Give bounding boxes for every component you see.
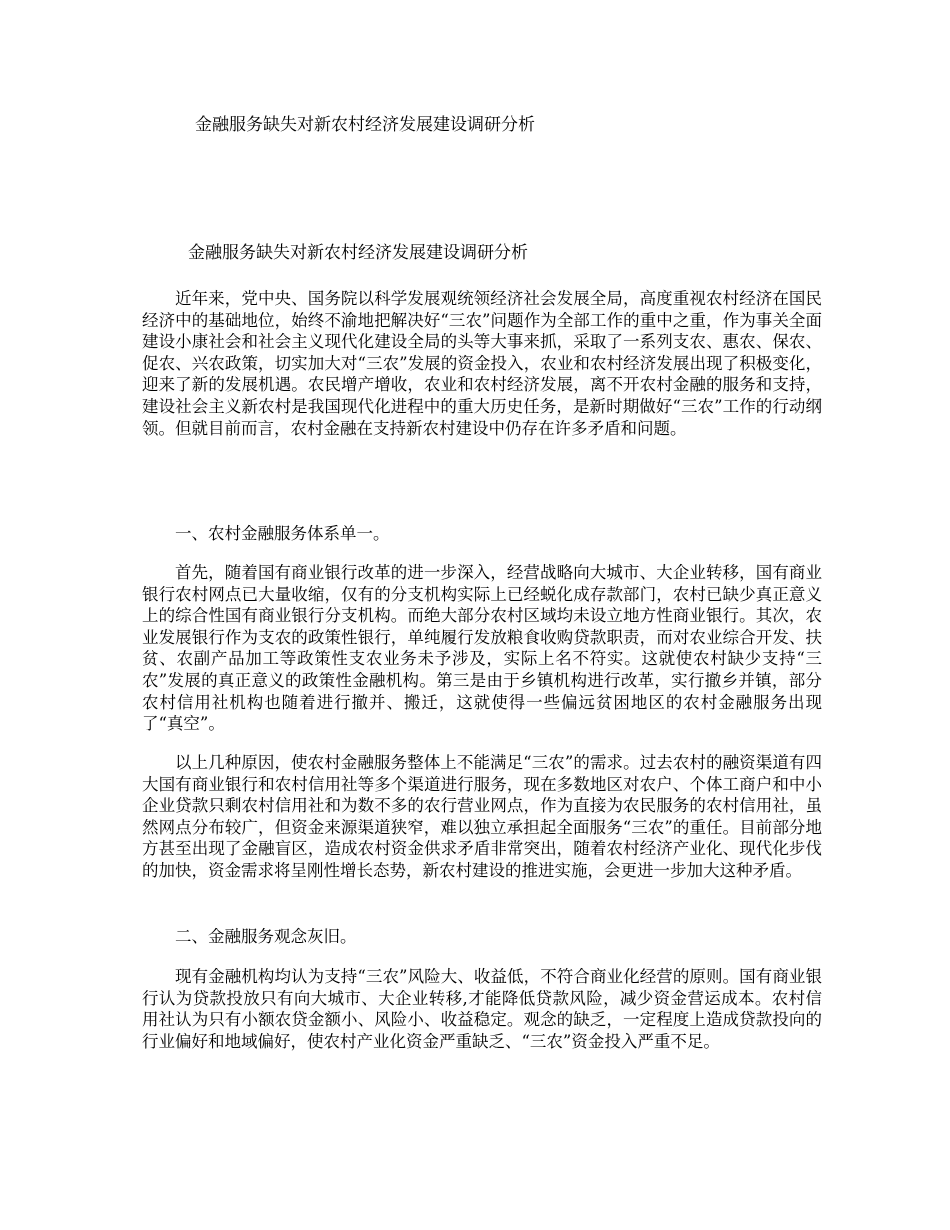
intro-paragraph: 近年来，党中央、国务院以科学发展观统领经济社会发展全局，高度重视农村经济在国民经济中的基础地位，始终不渝地把解决好“三农”问题作为全部工作的重中之重，作为事关全面建设小康社会和社会主义现代化建设全局的头等大事来抓，采取了一系列支农、惠农、保农、促农、兴农政策，切实加大对“三农”发展的资金投入，农业和农村经济发展出现了积极变化，迎来了新的发展机遇。农民增产增收，农业和农村经济发展，离不开农村金融的服务和支持，建设社会主义新农村是我国现代化进程中的重大历史任务，是新时期做好“三农”工作的行动纲领。但就目前而言，农村金融在支持新农村建设中仍存在许多矛盾和问题。 — [142, 289, 822, 438]
section-heading-1: 一、农村金融服务体系单一。 — [175, 524, 390, 543]
article-title: 金融服务缺失对新农村经济发展建设调研分析 — [188, 243, 528, 263]
section2-paragraph-1: 现有金融机构均认为支持“三农”风险大、收益低，不符合商业化经营的原则。国有商业银行认为贷款投放只有向大城市、大企业转移,才能降低贷款风险，减少资金营运成本。农村信用社认为只有小额农贷金额小、风险小、收益稳定。观念的缺乏，一定程度上造成贷款投向的行业偏好和地域偏好，使农村产业化资金严重缺乏、“三农”资金投入严重不足。 — [142, 967, 822, 1051]
section1-paragraph-2: 以上几种原因，使农村金融服务整体上不能满足“三农”的需求。过去农村的融资渠道有四大国有商业银行和农村信用社等多个渠道进行服务，现在多数地区对农户、个体工商户和中小企业贷款只剩农村信用社和为数不多的农行营业网点，作为直接为农民服务的农村信用社，虽然网点分布较广，但资金来源渠道狭窄，难以独立承担起全面服务“三农”的重任。目前部分地方甚至出现了金融盲区，造成农村资金供求矛盾非常突出，随着农村经济产业化、现代化步伐的加快，资金需求将呈刚性增长态势，新农村建设的推进实施，会更进一步加大这种矛盾。 — [142, 753, 822, 880]
section1-paragraph-1: 首先，随着国有商业银行改革的进一步深入，经营战略向大城市、大企业转移，国有商业银行农村网点已大量收缩，仅有的分支机构实际上已经蜕化成存款部门，农村已缺少真正意义上的综合性国有商业银行分支机构。而绝大部分农村区域均未设立地方性商业银行。其次，农业发展银行作为支农的政策性银行，单纯履行发放粮食收购贷款职责，而对农业综合开发、扶贫、农副产品加工等政策性支农业务未予涉及，实际上名不符实。这就使农村缺少支持“三农”发展的真正意义的政策性金融机构。第三是由于乡镇机构进行改革，实行撤乡并镇，部分农村信用社机构也随着进行撤并、搬迁，这就使得一些偏远贫困地区的农村金融服务出现了“真空”。 — [142, 563, 822, 734]
document-header-title: 金融服务缺失对新农村经济发展建设调研分析 — [195, 115, 535, 135]
section-heading-2: 二、金融服务观念灰旧。 — [175, 927, 357, 946]
